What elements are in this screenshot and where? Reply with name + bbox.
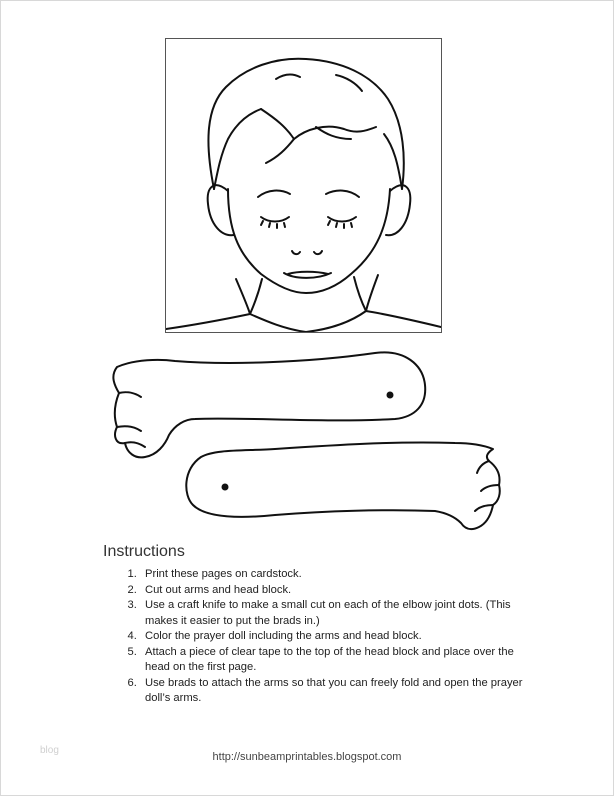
footer-url[interactable]: http://sunbeamprintables.blogspot.com	[212, 751, 402, 763]
left-arm-cutout	[113, 352, 425, 457]
head-block-illustration	[165, 38, 442, 333]
instruction-step: 2. Cut out arms and head block.	[140, 583, 523, 599]
instruction-step: 4. Color the prayer doll including the arms and head block.	[140, 629, 523, 645]
right-arm-cutout	[186, 442, 499, 529]
instructions-heading: Instructions	[103, 543, 185, 560]
instructions-section	[103, 543, 523, 707]
instruction-step: 1. Print these pages on cardstock.	[140, 567, 523, 583]
instruction-step: 6. Use brads to attach the arms so that you can freely fold and open the prayer doll’s arms.	[140, 676, 523, 707]
watermark-text: blog	[40, 745, 59, 756]
instruction-step: 5. Attach a piece of clear tape to the top of the head block and place over the head on the first page.	[140, 645, 523, 676]
instructions-list	[103, 567, 523, 707]
instruction-step: 3. Use a craft knife to make a small cut on each of the elbow joint dots. (This makes it easier to put the brads in.)	[140, 598, 523, 629]
arm-cutouts-illustration	[105, 345, 505, 545]
